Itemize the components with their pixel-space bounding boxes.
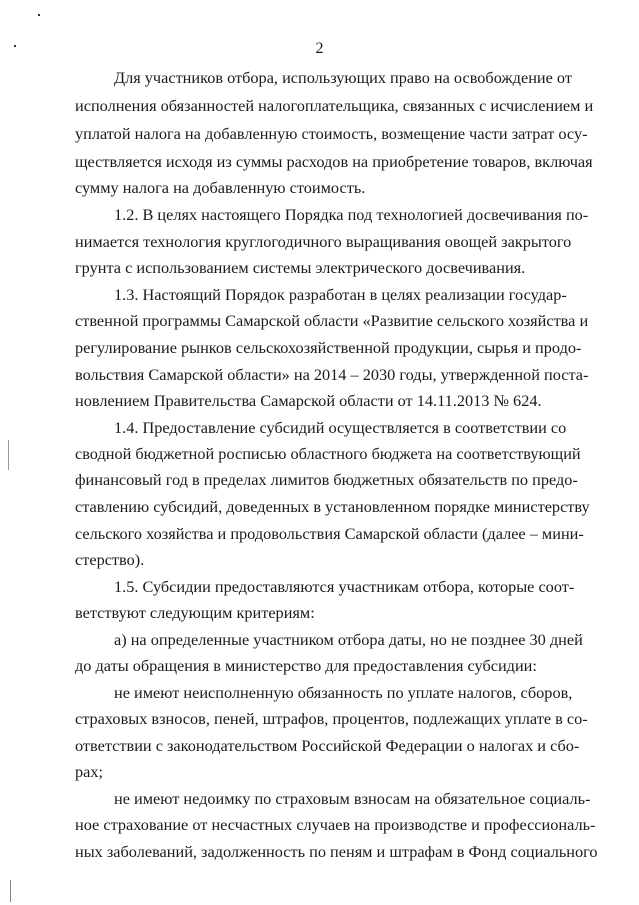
text-line: 1.5. Субсидии предоставляются участникам отбора, которые соот- <box>114 577 575 596</box>
page-number: 2 <box>315 40 324 57</box>
text-line: ственной программы Самарской области «Развитие сельского хозяйства и <box>75 311 589 330</box>
text-line: новлением Правительства Самарской области от 14.11.2013 № 624. <box>75 391 542 410</box>
text-line: вольствия Самарской области» на 2014 – 2030 годы, утвержденной поста- <box>75 365 589 384</box>
text-line: финансовый год в пределах лимитов бюджетных обязательств по предо- <box>75 470 578 489</box>
scan-dot <box>8 440 9 470</box>
text-line: ставлению субсидий, доведенных в установленном порядке министерству <box>75 497 590 516</box>
text-line: не имеют неисполненную обязанность по уплате налогов, сборов, <box>114 683 573 702</box>
text-line: 1.3. Настоящий Порядок разработан в целях реализации государ- <box>114 285 567 304</box>
text-line: ное страхование от несчастных случаев на производстве и профессиональ- <box>75 815 596 834</box>
text-line: нимается технология круглогодичного выращивания овощей закрытого <box>75 232 572 251</box>
text-line: грунта с использованием системы электрического досвечивания. <box>75 258 526 277</box>
text-line: ных заболеваний, задолженность по пеням и штрафам в Фонд социального <box>75 842 598 861</box>
text-line: 1.2. В целях настоящего Порядка под технологией досвечивания по- <box>114 205 589 224</box>
text-line: ществляется исходя из суммы расходов на приобретение товаров, включая <box>75 152 593 171</box>
text-line: сельского хозяйства и продовольствия Самарской области (далее – мини- <box>75 524 584 543</box>
text-line: ветствуют следующим критериям: <box>75 603 315 622</box>
text-line: до даты обращения в министерство для предоставления субсидии: <box>75 656 537 675</box>
text-line: сводной бюджетной росписью областного бюджета на соответствующий <box>75 444 581 463</box>
text-line: стерство). <box>75 550 145 569</box>
text-line: Для участников отбора, использующих право на освобождение от <box>114 68 572 87</box>
text-line: страховых взносов, пеней, штрафов, процентов, подлежащих уплате в со- <box>75 709 588 728</box>
text-line: а) на определенные участником отбора даты, но не позднее 30 дней <box>114 630 583 649</box>
text-line: не имеют недоимку по страховым взносам на обязательное социаль- <box>114 789 591 808</box>
text-line: исполнения обязанностей налогоплательщика, связанных с исчислением и <box>75 96 594 115</box>
text-line: ответствии с законодательством Российской Федерации о налогах и сбо- <box>75 736 580 755</box>
scan-dot <box>10 880 11 902</box>
text-line: сумму налога на добавленную стоимость. <box>75 178 366 197</box>
scan-dot <box>38 14 40 16</box>
text-line: рах; <box>75 762 104 781</box>
text-line: уплатой налога на добавленную стоимость, возмещение части затрат осу- <box>75 124 588 143</box>
text-line: 1.4. Предоставление субсидий осуществляется в соответствии со <box>114 418 567 437</box>
text-line: регулирование рынков сельскохозяйственной продукции, сырья и продо- <box>75 338 582 357</box>
